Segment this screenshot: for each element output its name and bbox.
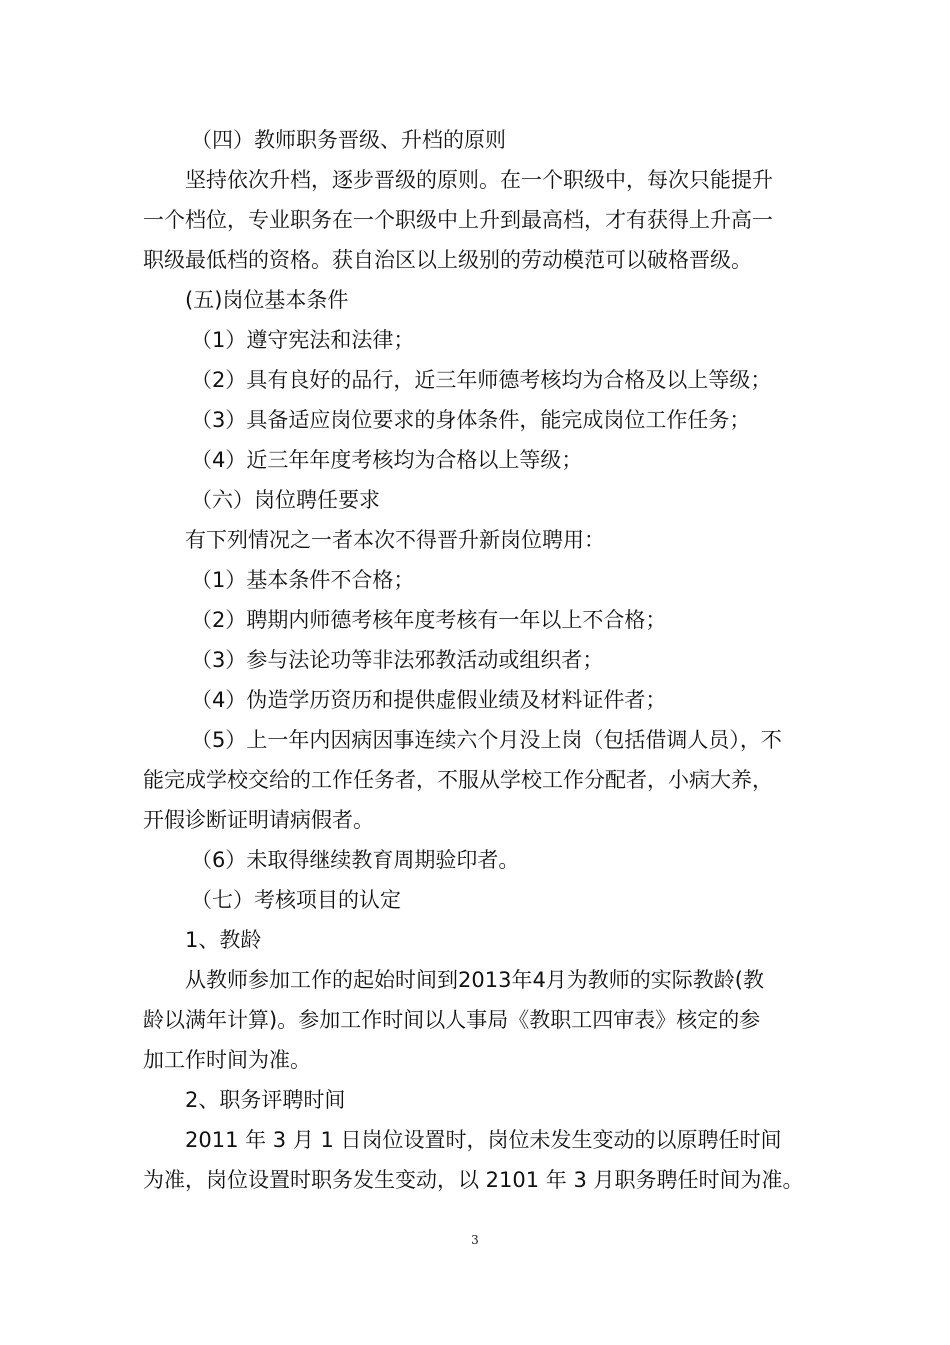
list-item: （2）聘期内师德考核年度考核有一年以上不合格； — [191, 608, 667, 632]
list-item: （3）具备适应岗位要求的身体条件，能完成岗位工作任务； — [191, 408, 751, 432]
paragraph-line: 为准，岗位设置时职务发生变动，以 2101 年 3 月职务聘任时间为准。 — [143, 1168, 804, 1192]
paragraph-line: 龄以满年计算)。参加工作时间以人事局《教职工四审表》核定的参 — [143, 1008, 761, 1032]
paragraph-line: 一个档位，专业职务在一个职级中上升到最高档，才有获得上升高一 — [143, 208, 773, 232]
subsection-heading: 1、教龄 — [185, 928, 262, 952]
paragraph-line: 从教师参加工作的起始时间到2013年4月为教师的实际教龄(教 — [185, 968, 764, 992]
list-item: （6）未取得继续教育周期验印者。 — [191, 848, 520, 872]
list-item: （2）具有良好的品行，近三年师德考核均为合格及以上等级； — [191, 368, 772, 392]
paragraph-line: 能完成学校交给的工作任务者，不服从学校工作分配者，小病大养， — [143, 768, 773, 792]
section-heading-5: (五)岗位基本条件 — [185, 288, 349, 312]
list-item: （5）上一年内因病因事连续六个月没上岗（包括借调人员），不 — [191, 728, 782, 752]
paragraph-line: 2011 年 3 月 1 日岗位设置时，岗位未发生变动的以原聘任时间 — [185, 1128, 782, 1152]
list-item: （3）参与法论功等非法邪教活动或组织者； — [191, 648, 604, 672]
document-body — [143, 120, 813, 1200]
paragraph-line: 开假诊断证明请病假者。 — [143, 808, 374, 832]
list-item: （1）基本条件不合格； — [191, 568, 415, 592]
list-item: （4）近三年年度考核均为合格以上等级； — [191, 448, 583, 472]
page-number: 3 — [471, 1233, 479, 1247]
paragraph-line: 职级最低档的资格。获自治区以上级别的劳动模范可以破格晋级。 — [143, 248, 752, 272]
section-heading-7: （七）考核项目的认定 — [191, 888, 401, 912]
section-heading-4: （四）教师职务晋级、升档的原则 — [191, 128, 506, 152]
section-heading-6: （六）岗位聘任要求 — [191, 488, 380, 512]
paragraph-line: 坚持依次升档，逐步晋级的原则。在一个职级中，每次只能提升 — [185, 168, 773, 192]
paragraph-line: 加工作时间为准。 — [143, 1048, 311, 1072]
subsection-heading: 2、职务评聘时间 — [185, 1088, 346, 1112]
list-item: （4）伪造学历资历和提供虚假业绩及材料证件者； — [191, 688, 667, 712]
paragraph-line: 有下列情况之一者本次不得晋升新岗位聘用： — [185, 528, 605, 552]
list-item: （1）遵守宪法和法律； — [191, 328, 415, 352]
